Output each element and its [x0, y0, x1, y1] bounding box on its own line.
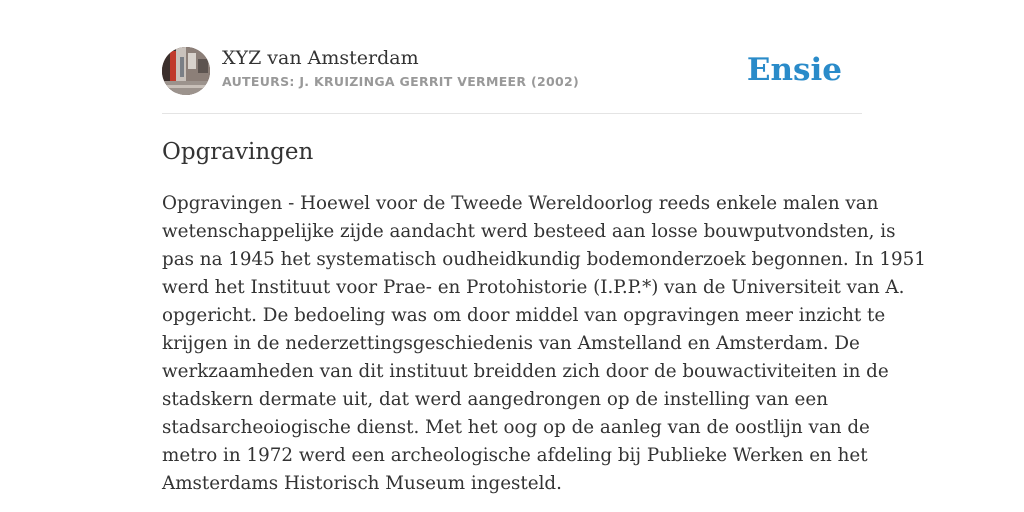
entry-body-line: stadskern dermate uit, dat werd aangedrongen op de instelling van een [162, 389, 828, 410]
book-authors: AUTEURS: J. KRUIZINGA GERRIT VERMEER (2002) [222, 74, 579, 89]
entry-body-line: Opgravingen - Hoewel voor de Tweede Wereldoorlog reeds enkele malen van [162, 193, 879, 214]
entry-body-line: stadsarcheoiogische dienst. Met het oog op de aanleg van de oostlijn van de [162, 417, 870, 438]
entry-body-line: werd het Instituut voor Prae- en Protohistorie (I.P.P.*) van de Universiteit van A. [162, 277, 905, 298]
entry-body-line: wetenschappelijke zijde aandacht werd besteed aan losse bouwputvondsten, is [162, 221, 896, 242]
entry-body [162, 190, 926, 498]
entry-body-line: Amsterdams Historisch Museum ingesteld. [162, 473, 562, 494]
header-divider [162, 113, 862, 114]
book-header [162, 46, 862, 98]
entry-body-line: krijgen in de nederzettingsgeschiedenis van Amstelland en Amsterdam. De [162, 333, 860, 354]
entry-body-line: werkzaamheden van dit instituut breidden zich door de bouwactiviteiten in de [162, 361, 889, 382]
entry-title: Opgravingen [162, 139, 314, 165]
ensie-logo[interactable]: Ensie [746, 52, 842, 88]
entry-card [162, 0, 926, 512]
book-cover-image [162, 47, 210, 95]
entry-body-line: metro in 1972 werd een archeologische afdeling bij Publieke Werken en het [162, 445, 868, 466]
entry-body-line: opgericht. De bedoeling was om door middel van opgravingen meer inzicht te [162, 305, 886, 326]
book-title[interactable]: XYZ van Amsterdam [222, 47, 419, 69]
book-cover-avatar[interactable] [162, 47, 210, 95]
entry-body-line: pas na 1945 het systematisch oudheidkundig bodemonderzoek begonnen. In 1951 [162, 249, 926, 270]
